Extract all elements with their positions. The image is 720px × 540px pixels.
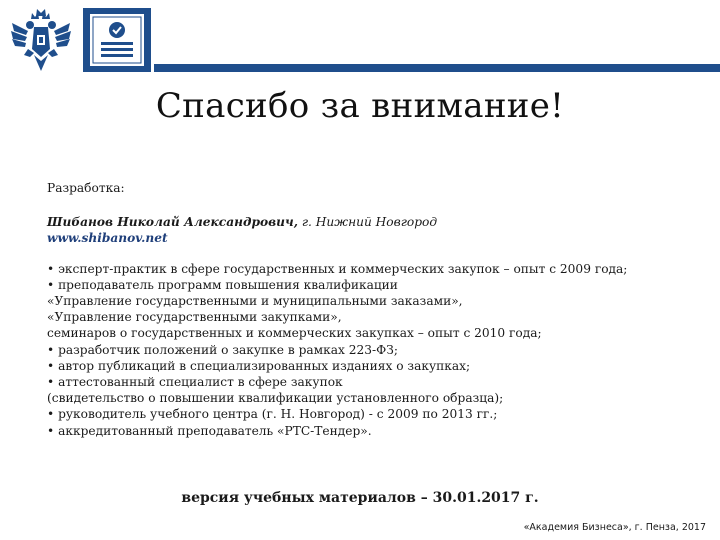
list-item: «Управление государственными закупками», [47,310,342,325]
developer-info [47,180,697,439]
developer-label: Разработка: [47,181,125,195]
page-title: Спасибо за внимание! [155,86,565,126]
list-item: • разработчик положений о закупке в рамках 223-ФЗ; [47,342,398,357]
list-item: • преподаватель программ повышения квалификации [47,277,398,292]
footer-credit: «Академия Бизнеса», г. Пенза, 2017 [523,522,706,533]
author-name: Шибанов Николай Александрович, [47,215,298,230]
credentials-list [47,261,697,439]
certificate-document-icon [83,8,151,72]
author-line [47,214,697,230]
list-item: • автор публикаций в специализированных изданиях о закупках; [47,358,471,373]
list-item: семинаров о государственных и коммерческих закупках – опыт с 2010 года; [47,326,542,341]
list-item: • эксперт-практик в сфере государственных и коммерческих закупок – опыт с 2009 года; [47,261,628,276]
author-city: г. Нижний Новгород [297,215,438,230]
coat-of-arms-icon [10,9,72,73]
list-item: (свидетельство о повышении квалификации установленного образца); [47,391,504,406]
list-item: • аккредитованный преподаватель «РТС-Тендер». [47,423,372,438]
version-note: версия учебных материалов – 30.01.2017 г. [181,490,539,506]
list-item: • руководитель учебного центра (г. Н. Новгород) - с 2009 по 2013 гг.; [47,407,498,422]
author-website-link[interactable]: www.shibanov.net [47,231,168,246]
header-divider [154,64,720,72]
list-item: • аттестованный специалист в сфере закупок [47,375,343,390]
list-item: «Управление государственными и муниципальными заказами», [47,294,463,309]
